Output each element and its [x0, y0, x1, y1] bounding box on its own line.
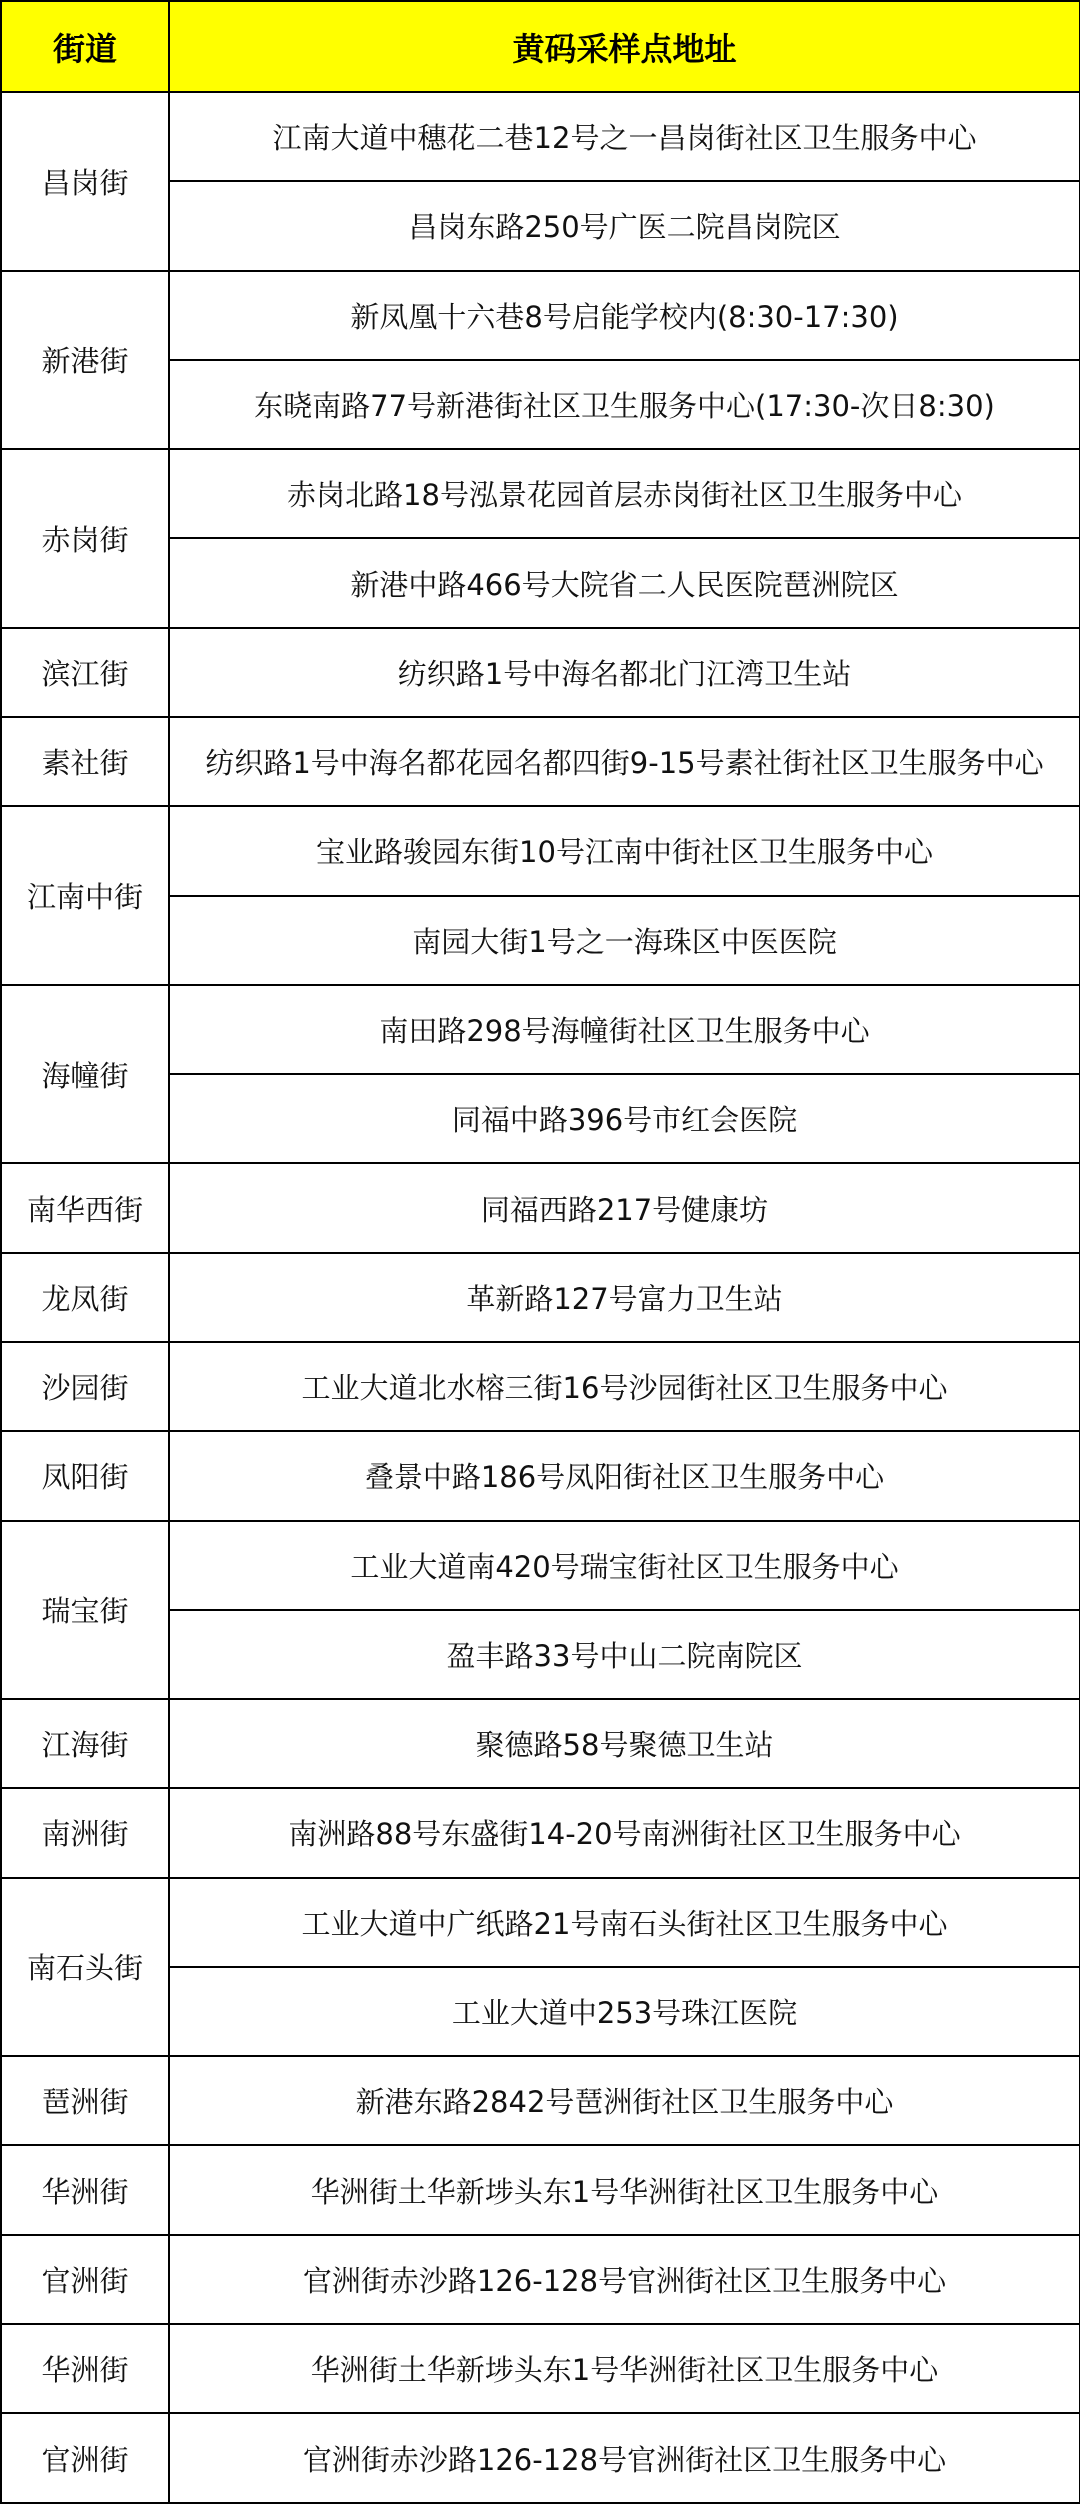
table-row [1, 1431, 1080, 1520]
address-cell: 昌岗东路250号广医二院昌岗院区 [169, 181, 1080, 270]
address-cell: 同福西路217号健康坊 [169, 1163, 1080, 1252]
street-cell: 华洲街 [1, 2324, 169, 2413]
address-cell: 工业大道北水榕三街16号沙园街社区卫生服务中心 [169, 1342, 1080, 1431]
table-row [1, 271, 1080, 360]
address-cell: 宝业路骏园东街10号江南中街社区卫生服务中心 [169, 806, 1080, 895]
address-cell: 东晓南路77号新港街社区卫生服务中心(17:30-次日8:30) [169, 360, 1080, 449]
address-cell: 官洲街赤沙路126-128号官洲街社区卫生服务中心 [169, 2235, 1080, 2324]
street-cell: 海幢街 [1, 985, 169, 1164]
street-cell: 南石头街 [1, 1878, 169, 2057]
table-row [1, 806, 1080, 895]
address-cell: 新港中路466号大院省二人民医院琶洲院区 [169, 538, 1080, 627]
address-cell: 南园大街1号之一海珠区中医医院 [169, 896, 1080, 985]
table-row [1, 2235, 1080, 2324]
address-cell: 官洲街赤沙路126-128号官洲街社区卫生服务中心 [169, 2413, 1080, 2503]
header-row [1, 1, 1080, 92]
header-address: 黄码采样点地址 [169, 1, 1080, 92]
table-row [1, 2056, 1080, 2145]
street-cell: 江海街 [1, 1699, 169, 1788]
address-cell: 纺织路1号中海名都花园名都四街9-15号素社街社区卫生服务中心 [169, 717, 1080, 806]
street-cell: 官洲街 [1, 2235, 169, 2324]
table-row [1, 985, 1080, 1074]
table-row [1, 1253, 1080, 1342]
table-row [1, 1788, 1080, 1877]
header-street: 街道 [1, 1, 169, 92]
table-row [1, 2413, 1080, 2503]
address-cell: 工业大道中广纸路21号南石头街社区卫生服务中心 [169, 1878, 1080, 1967]
address-cell: 叠景中路186号凤阳街社区卫生服务中心 [169, 1431, 1080, 1520]
street-cell: 华洲街 [1, 2145, 169, 2234]
street-cell: 瑞宝街 [1, 1521, 169, 1700]
address-cell: 南田路298号海幢街社区卫生服务中心 [169, 985, 1080, 1074]
table-row [1, 2324, 1080, 2413]
table-row [1, 92, 1080, 181]
address-cell: 同福中路396号市红会医院 [169, 1074, 1080, 1163]
address-cell: 纺织路1号中海名都北门江湾卫生站 [169, 628, 1080, 717]
street-cell: 南华西街 [1, 1163, 169, 1252]
table-row [1, 2145, 1080, 2234]
address-cell: 江南大道中穗花二巷12号之一昌岗街社区卫生服务中心 [169, 92, 1080, 181]
table-row [1, 628, 1080, 717]
address-cell: 工业大道南420号瑞宝街社区卫生服务中心 [169, 1521, 1080, 1610]
address-cell: 南洲路88号东盛街14-20号南洲街社区卫生服务中心 [169, 1788, 1080, 1877]
street-cell: 素社街 [1, 717, 169, 806]
table-row [1, 1163, 1080, 1252]
address-cell: 聚德路58号聚德卫生站 [169, 1699, 1080, 1788]
street-cell: 赤岗街 [1, 449, 169, 628]
address-cell: 新凤凰十六巷8号启能学校内(8:30-17:30) [169, 271, 1080, 360]
address-cell: 革新路127号富力卫生站 [169, 1253, 1080, 1342]
street-cell: 江南中街 [1, 806, 169, 985]
address-cell: 工业大道中253号珠江医院 [169, 1967, 1080, 2056]
street-cell: 凤阳街 [1, 1431, 169, 1520]
street-cell: 龙凤街 [1, 1253, 169, 1342]
table-row [1, 449, 1080, 538]
table-row [1, 1699, 1080, 1788]
address-cell: 华洲街土华新埗头东1号华洲街社区卫生服务中心 [169, 2145, 1080, 2234]
street-cell: 昌岗街 [1, 92, 169, 271]
table-row [1, 1521, 1080, 1610]
street-cell: 琶洲街 [1, 2056, 169, 2145]
street-cell: 官洲街 [1, 2413, 169, 2503]
address-cell: 华洲街土华新埗头东1号华洲街社区卫生服务中心 [169, 2324, 1080, 2413]
table-row [1, 1342, 1080, 1431]
table-row [1, 717, 1080, 806]
street-cell: 沙园街 [1, 1342, 169, 1431]
street-cell: 新港街 [1, 271, 169, 450]
address-cell: 赤岗北路18号泓景花园首层赤岗街社区卫生服务中心 [169, 449, 1080, 538]
address-cell: 盈丰路33号中山二院南院区 [169, 1610, 1080, 1699]
table-body [1, 92, 1080, 2503]
address-cell: 新港东路2842号琶洲街社区卫生服务中心 [169, 2056, 1080, 2145]
street-cell: 南洲街 [1, 1788, 169, 1877]
street-cell: 滨江街 [1, 628, 169, 717]
table-row [1, 1878, 1080, 1967]
